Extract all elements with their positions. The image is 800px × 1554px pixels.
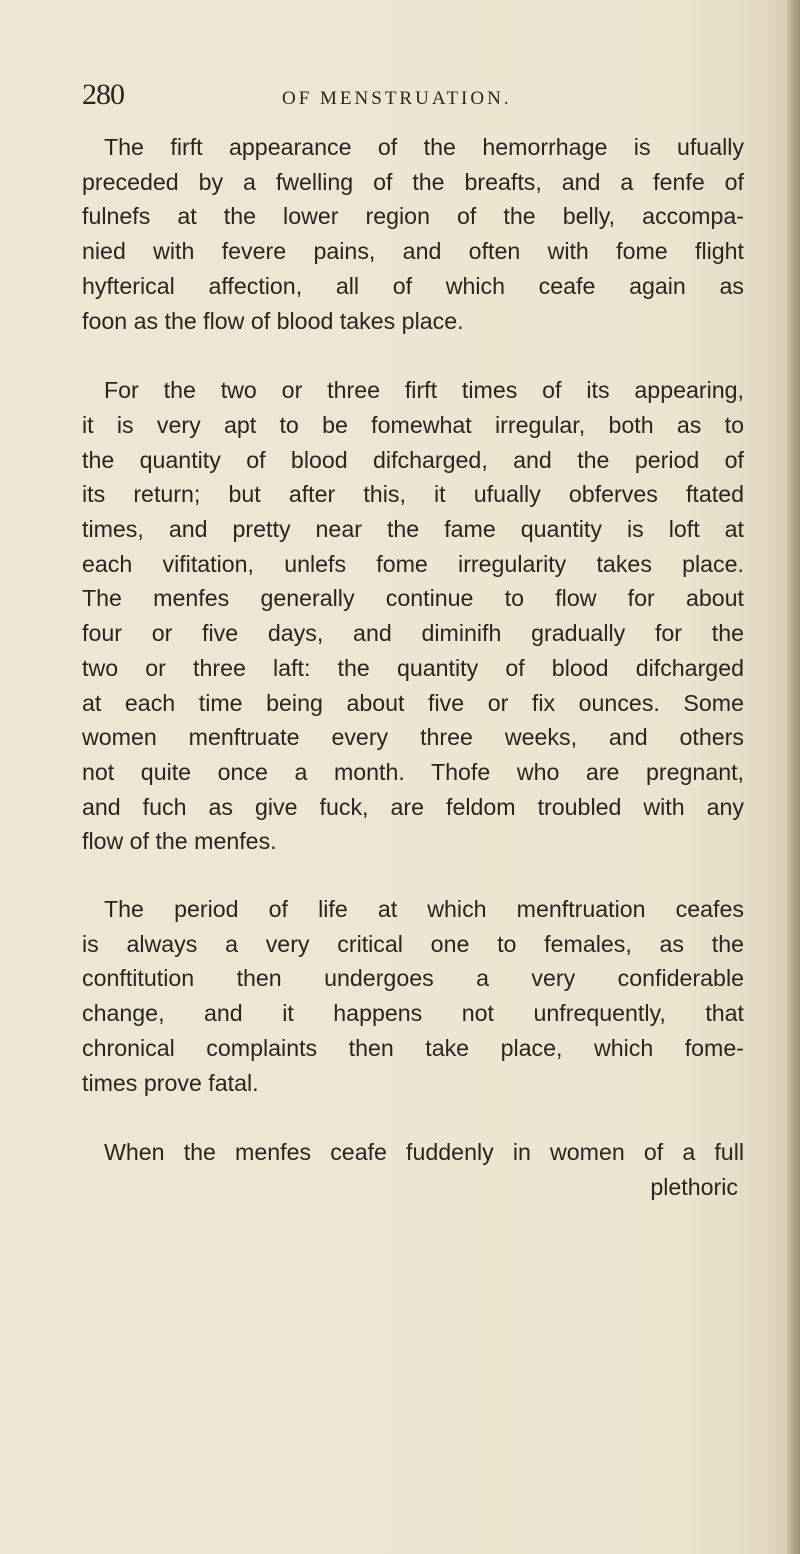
text-line: the quantity of blood difcharged, and the period of [82,446,744,473]
paragraph-1 [82,130,744,338]
text-line: is always a very critical one to females, as the [82,930,744,957]
paragraph-4 [82,1135,744,1204]
text-line: The firft appearance of the hemorrhage is ufually [104,134,744,160]
text-line: its return; but after this, it ufually obferves ftated [82,481,744,508]
page-header [82,78,782,118]
text-line: For the two or three firft times of its appearing, [104,377,744,404]
text-line: women menftruate every three weeks, and others [82,724,744,751]
text-line: The menfes generally continue to flow for about [82,585,744,612]
text-line: preceded by a fwelling of the breafts, and a fenfe of [82,168,744,195]
text-line: change, and it happens not unfrequently, that [82,1000,744,1027]
running-head: OF MENSTRUATION. [282,88,512,109]
text-line: times, and pretty near the fame quantity is loft at [82,516,744,543]
text-line: flow of the menfes. [82,828,277,855]
paragraph-3 [82,892,744,1100]
text-line: it is very apt to be fomewhat irregular, both as to [82,411,744,438]
paragraph-2 [82,373,744,859]
text-line: The period of life at which menftruation ceafes [104,896,744,923]
text-line: chronical complaints then take place, which fome- [82,1034,744,1061]
text-line: nied with fevere pains, and often with fome flight [82,238,744,265]
body-text [82,130,744,1205]
text-line: each vifitation, unlefs fome irregularity takes place. [82,550,744,577]
page-number: 280 [82,78,124,111]
text-line: conftitution then undergoes a very confiderable [82,965,744,992]
catchword: plethoric [650,1173,738,1200]
text-line: fulnefs at the lower region of the belly, accompa- [82,203,744,230]
page-binding-edge [786,0,800,1554]
text-line: four or five days, and diminifh gradually for the [82,620,744,647]
text-line: at each time being about five or fix ounces. Some [82,689,744,716]
text-line: foon as the flow of blood takes place. [82,307,464,334]
text-line: times prove fatal. [82,1069,259,1096]
text-line: and fuch as give fuck, are feldom troubled with any [82,793,744,820]
text-line: not quite once a month. Thofe who are pregnant, [82,758,744,785]
text-line: two or three laft: the quantity of blood difcharged [82,654,744,681]
text-line: hyfterical affection, all of which ceafe again as [82,272,744,299]
text-line: When the menfes ceafe fuddenly in women of a full [104,1139,744,1166]
